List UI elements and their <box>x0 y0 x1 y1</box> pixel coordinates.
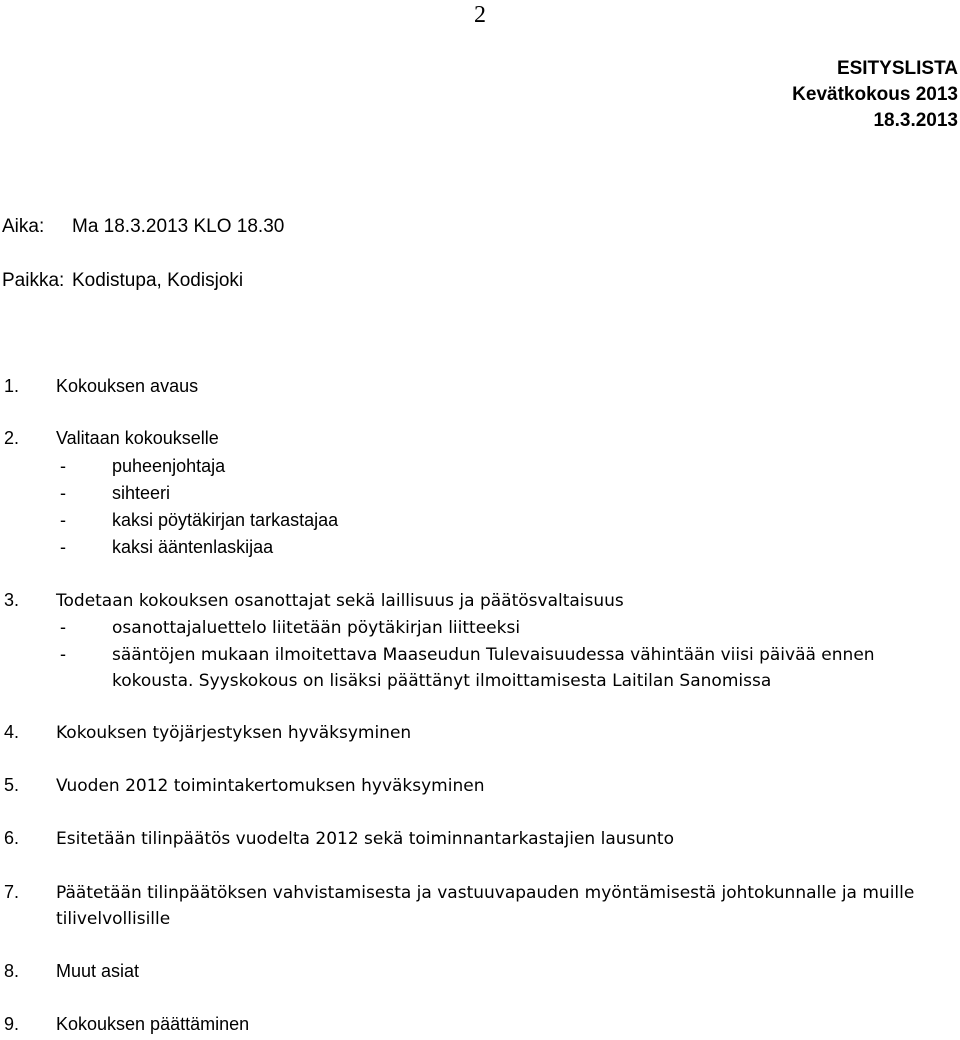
agenda-item-text: Kokouksen työjärjestyksen hyväksyminen <box>56 723 412 743</box>
place-label: Paikka: <box>2 270 65 291</box>
sub-item: sihteeri <box>112 483 171 503</box>
agenda-item-number: 7. <box>4 882 20 902</box>
page-number: 2 <box>474 2 486 28</box>
list-dash: - <box>60 456 66 476</box>
agenda-item-text: Todetaan kokouksen osanottajat sekä laillisuus ja päätösvaltaisuus <box>56 591 624 611</box>
agenda-item-number: 3. <box>4 590 20 610</box>
list-dash: - <box>60 483 66 503</box>
list-dash: - <box>60 644 66 664</box>
agenda-item-continuation: tilivelvollisille <box>56 909 171 929</box>
agenda-item-text: Kokouksen päättäminen <box>56 1014 250 1034</box>
agenda-item-number: 2. <box>4 428 20 448</box>
document-title: ESITYSLISTA <box>836 58 958 79</box>
meeting-date: 18.3.2013 <box>873 110 958 131</box>
meeting-name: Kevätkokous 2013 <box>792 84 958 105</box>
time-label: Aika: <box>2 216 45 237</box>
list-dash: - <box>60 617 66 637</box>
place-value: Kodistupa, Kodisjoki <box>72 270 244 291</box>
agenda-item-number: 9. <box>4 1014 20 1034</box>
agenda-item-text: Esitetään tilinpäätös vuodelta 2012 sekä toiminnantarkastajien lausunto <box>56 829 674 849</box>
agenda-item-text: Valitaan kokoukselle <box>56 428 219 448</box>
sub-item-continuation: kokousta. Syyskokous on lisäksi päättänyt ilmoittamisesta Laitilan Sanomissa <box>112 671 772 691</box>
list-dash: - <box>60 510 66 530</box>
agenda-item-number: 4. <box>4 722 20 742</box>
agenda-item-text: Muut asiat <box>56 961 140 981</box>
sub-item: osanottajaluettelo liitetään pöytäkirjan liitteeksi <box>112 618 521 638</box>
agenda-item-number: 5. <box>4 775 20 795</box>
agenda-item-text: Vuoden 2012 toimintakertomuksen hyväksyminen <box>56 776 485 796</box>
agenda-item-number: 8. <box>4 961 20 981</box>
agenda-item-number: 1. <box>4 376 20 396</box>
list-dash: - <box>60 537 66 557</box>
agenda-item-number: 6. <box>4 828 20 848</box>
agenda-item-text: Päätetään tilinpäätöksen vahvistamisesta ja vastuuvapauden myöntämisestä johtokunnalle ja muille <box>56 883 915 903</box>
time-value: Ma 18.3.2013 KLO 18.30 <box>72 216 285 237</box>
sub-item: kaksi pöytäkirjan tarkastajaa <box>112 510 339 530</box>
agenda-item-text: Kokouksen avaus <box>56 376 199 396</box>
sub-item: kaksi ääntenlaskijaa <box>112 537 274 557</box>
sub-item: puheenjohtaja <box>112 456 226 476</box>
sub-item: sääntöjen mukaan ilmoitettava Maaseudun Tulevaisuudessa vähintään viisi päivää ennen <box>112 645 875 665</box>
